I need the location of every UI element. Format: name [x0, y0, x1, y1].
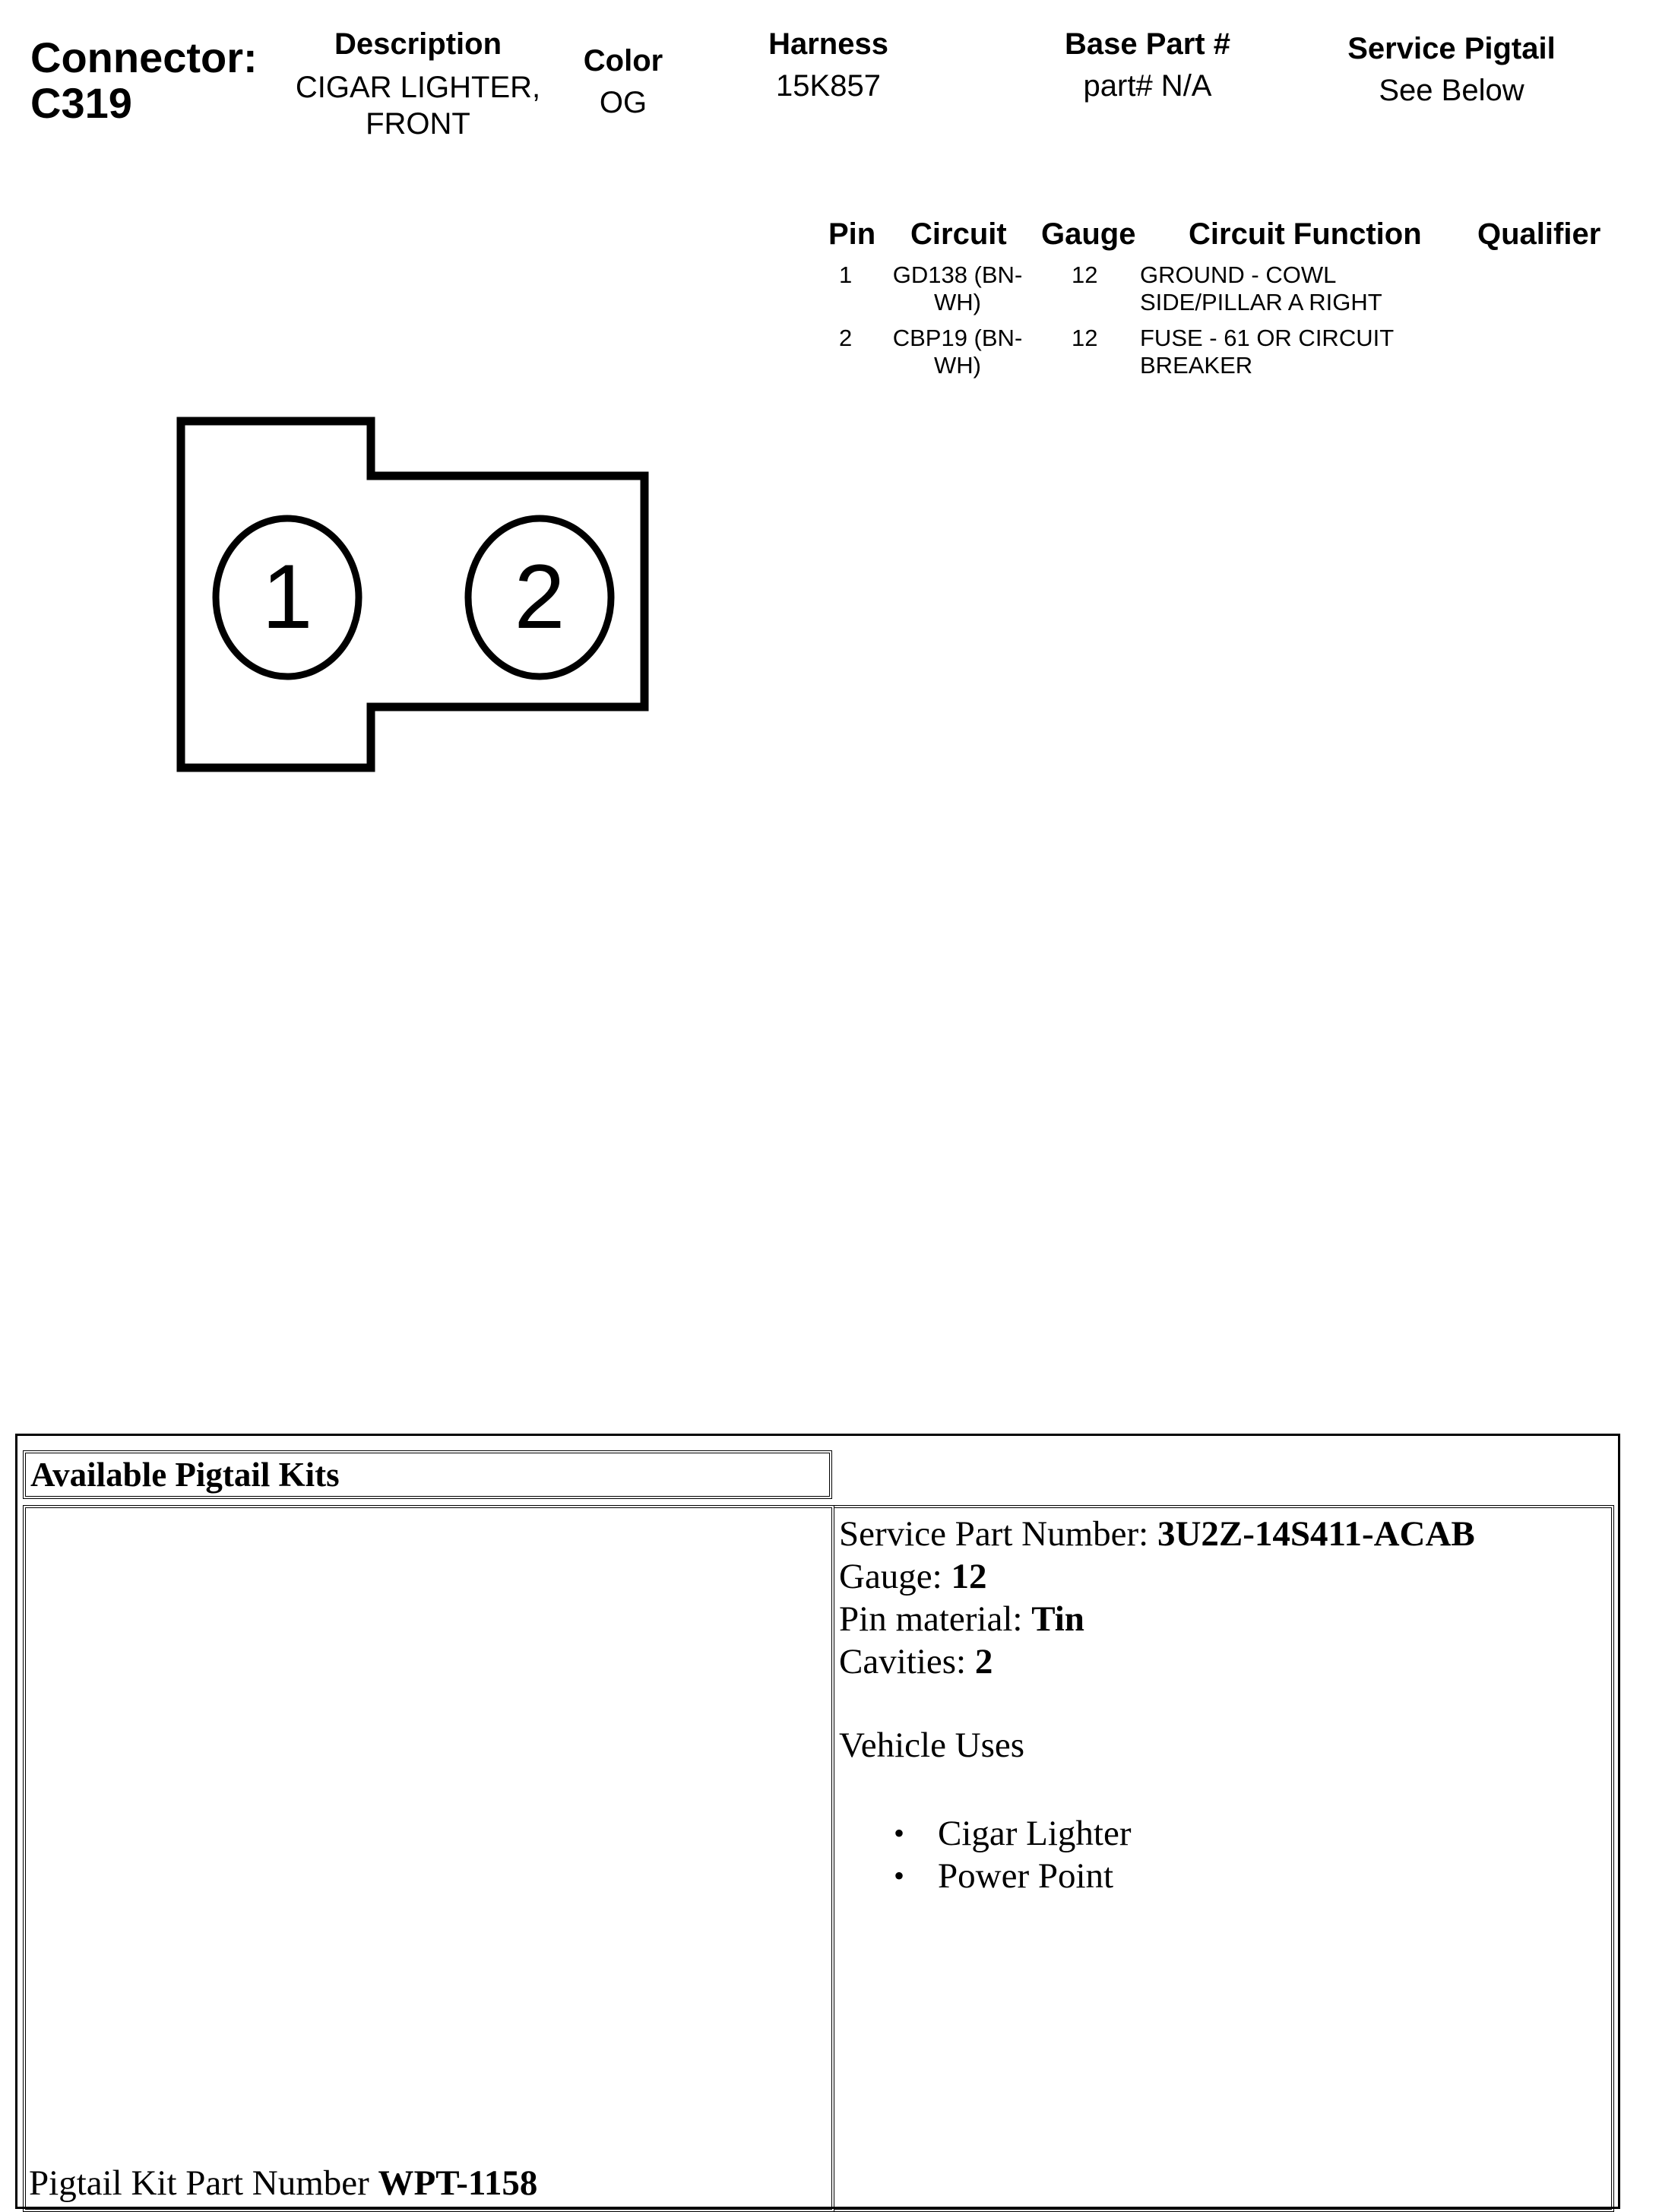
harness-label: Harness [768, 27, 888, 61]
circuit-cell [882, 261, 1034, 316]
pin-number: 1 [839, 261, 853, 288]
pin-table [806, 217, 1626, 385]
col-header-circuit: Circuit [910, 217, 1007, 251]
function-line-1: GROUND - COWL [1140, 261, 1337, 288]
description-line-2: FRONT [366, 107, 470, 141]
circuit-line-2: WH) [934, 289, 981, 315]
pigtail-details [834, 1508, 1611, 1897]
pigtail-image-box [23, 1505, 834, 2212]
pin-2-label: 2 [514, 546, 565, 648]
gauge-cell: 12 [1072, 261, 1098, 288]
gauge-cell: 12 [1072, 325, 1098, 351]
cavities-label: Cavities: [839, 1642, 975, 1681]
base-part-label: Base Part # [1065, 27, 1230, 61]
cavities-value: 2 [974, 1642, 993, 1681]
connector-outline [181, 421, 644, 768]
function-line-2: SIDE/PILLAR A RIGHT [1140, 289, 1382, 315]
circuit-line-2: WH) [934, 352, 981, 379]
circuit-line-1: CBP19 (BN- [892, 325, 1023, 351]
table-row [806, 325, 1626, 385]
description-value [281, 69, 555, 142]
gauge-label: Gauge: [839, 1557, 951, 1596]
list-item: • Cigar Lighter [894, 1812, 1611, 1855]
pin-number: 2 [839, 325, 853, 351]
col-header-circuit-function: Circuit Function [1189, 217, 1422, 251]
vehicle-uses-label: Vehicle Uses [839, 1726, 1025, 1765]
col-header-qualifier: Qualifier [1477, 217, 1601, 251]
service-pigtail-column [1315, 32, 1588, 108]
color-label: Color [583, 44, 663, 78]
service-part-number [839, 1513, 1611, 1555]
circuit-line-1: GD138 (BN- [892, 261, 1023, 288]
color-value: OG [599, 86, 647, 119]
function-cell [1140, 261, 1382, 316]
kit-part-label: Pigtail Kit Part Number [29, 2163, 378, 2203]
pigtail-kit-part [29, 2162, 537, 2204]
function-line-2: BREAKER [1140, 352, 1253, 379]
service-pigtail-label: Service Pigtail [1347, 32, 1556, 65]
color-column [562, 44, 684, 120]
pin-material-value: Tin [1031, 1599, 1084, 1639]
pin-material-label: Pin material: [839, 1599, 1032, 1639]
pigtail-details-box [834, 1505, 1614, 2212]
harness-value: 15K857 [776, 69, 881, 103]
function-line-1: FUSE - 61 OR CIRCUIT [1140, 325, 1395, 351]
circuit-cell [882, 325, 1034, 379]
pigtail-kits-heading: Available Pigtail Kits [23, 1450, 832, 1499]
base-part-value: part# N/A [1083, 69, 1212, 103]
table-row [806, 261, 1626, 322]
harness-column [730, 27, 927, 103]
description-column [281, 27, 555, 142]
vehicle-uses-list [894, 1812, 1611, 1897]
pin-material [839, 1598, 1611, 1640]
list-item: • Power Point [894, 1855, 1611, 1897]
service-pigtail-value: See Below [1379, 74, 1524, 107]
cavities [839, 1640, 1611, 1683]
pigtail-gauge [839, 1555, 1611, 1598]
connector-face-diagram [167, 410, 661, 775]
base-part-column [1026, 27, 1269, 103]
connector-header [30, 35, 258, 126]
kit-part-value: WPT-1158 [378, 2163, 538, 2203]
col-header-gauge: Gauge [1041, 217, 1136, 251]
service-part-value: 3U2Z-14S411-ACAB [1157, 1514, 1475, 1554]
col-header-pin: Pin [828, 217, 876, 251]
function-cell [1140, 325, 1394, 379]
description-line-1: CIGAR LIGHTER, [295, 71, 541, 104]
pin-1-label: 1 [261, 546, 313, 648]
gauge-value: 12 [951, 1557, 987, 1596]
connector-id: C319 [30, 79, 132, 127]
connector-label: Connector: [30, 33, 258, 81]
service-part-label: Service Part Number: [839, 1514, 1157, 1554]
description-label: Description [334, 27, 502, 61]
